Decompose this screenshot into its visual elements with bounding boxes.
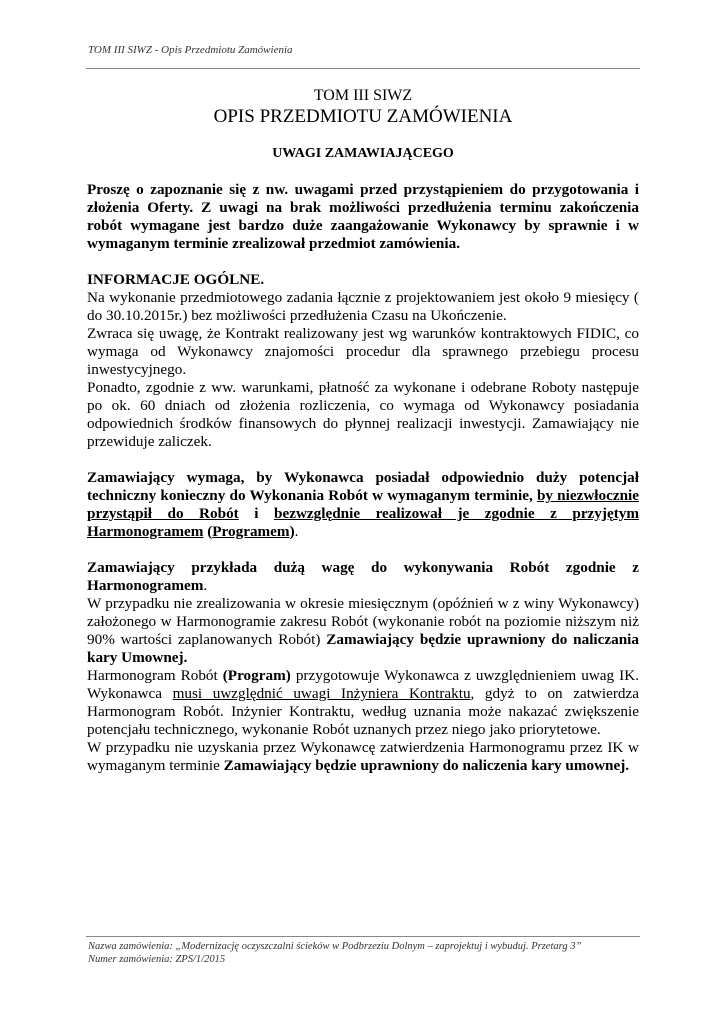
requirement-text-8: . xyxy=(294,523,299,540)
remarks-paragraph: Proszę o zapoznanie się z nw. uwagami przed przystąpieniem do przygotowania i złożenia Oferty. Z uwagi na brak możliwości przedłużenia terminu zakończenia robót wymagane jest bardzo duże zaangażowanie Wykonawcy by sprawnie i w wymaganym terminie zrealizował przedmiot zamówienia. xyxy=(87,181,639,252)
requirement-text-6: Programem xyxy=(212,523,290,540)
schedule-paragraph-3 xyxy=(87,739,639,775)
requirement-text-1: Zamawiający wymaga, by Wykonawca posiadał odpowiednio duży potencjał techniczny konieczny do Wykonania Robót w wymaganym terminie, xyxy=(87,469,639,504)
schedule-p2-b: (Program) xyxy=(222,667,291,684)
document-title-line1: TOM III SIWZ xyxy=(313,87,413,104)
general-info-heading: INFORMACJE OGÓLNE. xyxy=(87,271,265,288)
document-title-line2: OPIS PRZEDMIOTU ZAMÓWIENIA xyxy=(213,106,513,127)
general-paragraph-3: Ponadto, zgodnie z ww. warunkami, płatność za wykonane i odebrane Roboty następuje po ok. 60 dniach od złożenia rozliczenia, co wymaga od Wykonawcy posiadania odpowiednich środków finansowych do płynnej realizacji inwestycji. Zamawiający nie przewiduje zaliczek. xyxy=(87,379,639,450)
schedule-p1-text: W przypadku nie zrealizowania w okresie miesięcznym (opóźnień w z winy Wykonawcy) założonego w Harmonogramie zakresu Robót (wykonanie robót na poziomie niższym niż 90% wartości zaplanowanych Robót) xyxy=(87,595,639,648)
requirement-text-3: i xyxy=(238,505,275,522)
requirement-text-4: bezwzględnie realizował je zgodnie z przyjętym Harmonogramem xyxy=(87,505,639,540)
schedule-p1-bold: Zamawiający będzie uprawniony do naliczania kary Umownej. xyxy=(87,631,639,666)
schedule-lead xyxy=(87,559,639,595)
schedule-paragraph-2 xyxy=(87,667,639,739)
schedule-p2-d: musi uwzględnić uwagi Inżyniera Kontraktu xyxy=(172,685,471,702)
requirement-text-5: ( xyxy=(203,523,213,540)
schedule-lead-text: Zamawiający przykłada dużą wagę do wykonywania Robót zgodnie z Harmonogramem xyxy=(87,559,639,594)
schedule-p2-e: , gdyż to on zatwierdza Harmonogram Robót. Inżynier Kontraktu, według uznania może nakazać zwiększenie potencjału technicznego, wykonanie Robót uznanych przez niego jako priorytetowe. xyxy=(87,685,639,738)
header-divider xyxy=(86,68,640,69)
general-paragraph-1: Na wykonanie przedmiotowego zadania łącznie z projektowaniem jest około 9 miesięcy ( do 30.10.2015r.) bez możliwości przedłużenia Czasu na Ukończenie. xyxy=(87,289,639,324)
remarks-heading: UWAGI ZAMAWIAJĄCEGO xyxy=(272,146,454,161)
page-footer xyxy=(88,940,581,966)
general-paragraph-2: Zwraca się uwagę, że Kontrakt realizowany jest wg warunków kontraktowych FIDIC, co wymaga od Wykonawcy znajomości procedur dla sprawnego przebiegu procesu inwestycyjnego. xyxy=(87,325,639,378)
schedule-paragraph-1 xyxy=(87,595,639,667)
schedule-p3-bold: Zamawiający będzie uprawniony do naliczenia kary umownej. xyxy=(223,757,630,774)
footer-divider xyxy=(86,936,640,937)
document-body xyxy=(87,86,639,775)
schedule-p3-text: W przypadku nie uzyskania przez Wykonawcę zatwierdzenia Harmonogramu przez IK w wymaganym terminie xyxy=(87,739,639,774)
footer-order-number: Numer zamówienia: ZPS/1/2015 xyxy=(88,954,226,965)
schedule-lead-end: . xyxy=(203,577,208,594)
footer-order-name: Nazwa zamówienia: „Modernizację oczyszczalni ścieków w Podbrzeziu Dolnym – zaprojektuj i wybuduj. Przetarg 3” xyxy=(88,941,582,952)
requirement-paragraph xyxy=(87,469,639,541)
requirement-text-2: by niezwłocznie przystąpił do Robót xyxy=(87,487,639,522)
schedule-p2-c: przygotowuje Wykonawca z uwzględnieniem uwag IK. Wykonawca xyxy=(87,667,639,702)
requirement-text-7: ) xyxy=(289,523,295,540)
schedule-p2-a: Harmonogram Robót xyxy=(87,667,223,684)
running-header: TOM III SIWZ - Opis Przedmiotu Zamówienia xyxy=(88,44,293,56)
